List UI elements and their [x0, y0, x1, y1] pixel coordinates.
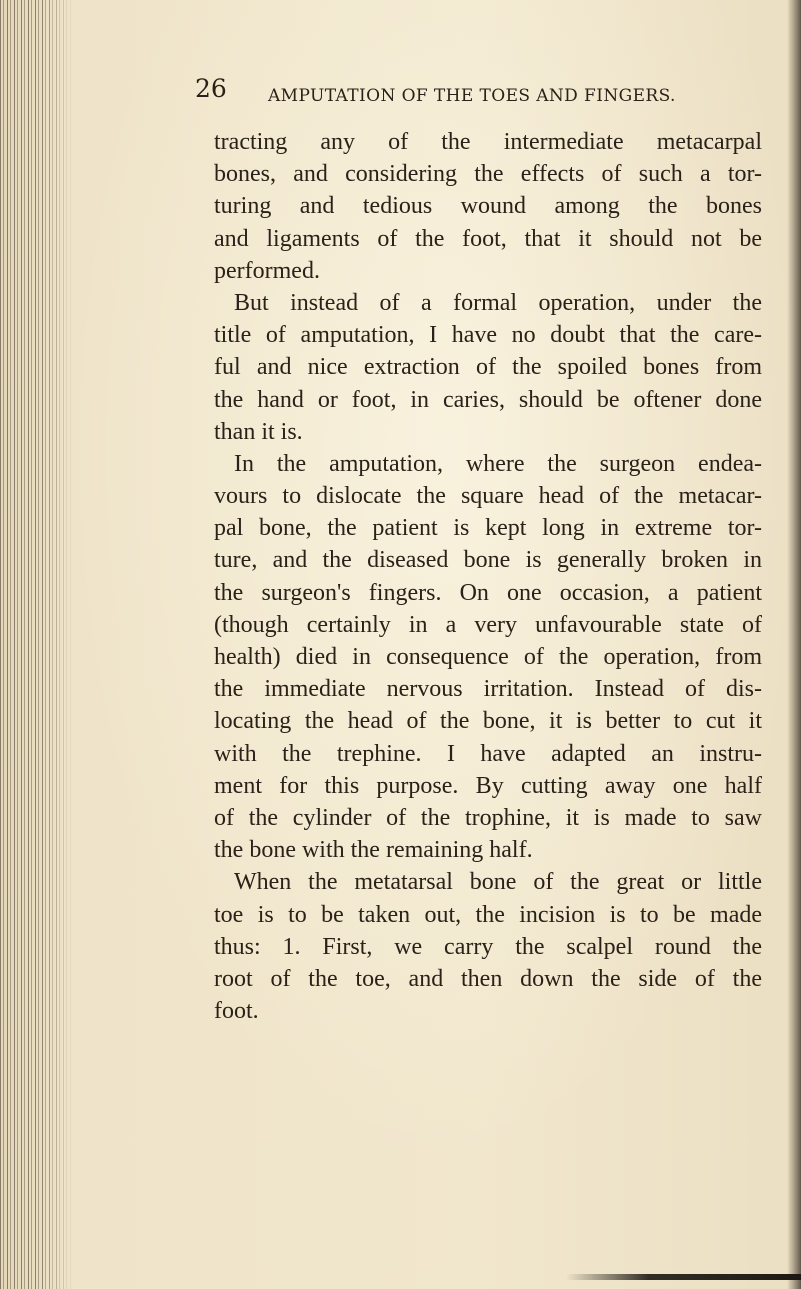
text-line: the surgeon's fingers. On one occasion, a patient [214, 579, 762, 606]
text-line: pal bone, the patient is kept long in extreme tor- [214, 515, 762, 542]
bottom-rule [566, 1274, 801, 1280]
text-line: turing and tedious wound among the bones [214, 193, 762, 220]
text-line: vours to dislocate the square head of the metacar- [214, 483, 762, 510]
text-line: ful and nice extraction of the spoiled bones from [214, 354, 762, 381]
text-line: health) died in consequence of the operation, from [214, 644, 762, 670]
text-line: When the metatarsal bone of the great or little [234, 869, 762, 896]
page-number: 26 [195, 74, 227, 103]
text-line: ture, and the diseased bone is generally broken in [214, 547, 762, 574]
text-line: and ligaments of the foot, that it should not be [214, 225, 762, 252]
text-line: thus: 1. First, we carry the scalpel round the [214, 933, 762, 960]
text-line: of the cylinder of the trophine, it is made to saw [214, 804, 762, 831]
text-line: root of the toe, and then down the side of the [214, 965, 762, 992]
text-line: bones, and considering the effects of such a tor- [214, 161, 762, 188]
text-line: the hand or foot, in caries, should be oftener done [214, 386, 762, 413]
page-header [195, 74, 735, 110]
text-line: tracting any of the intermediate metacarpal [214, 129, 762, 155]
text-line: foot. [214, 998, 259, 1025]
page-edge-shadow [787, 0, 801, 1289]
text-line: the immediate nervous irritation. Instead of dis- [214, 676, 762, 703]
text-line: than it is. [214, 418, 303, 445]
text-line: title of amputation, I have no doubt that the care- [214, 322, 762, 349]
text-line: In the amputation, where the surgeon endea- [234, 450, 762, 477]
book-binding-gutter [0, 0, 74, 1289]
text-line: ment for this purpose. By cutting away one half [214, 772, 762, 799]
text-line: toe is to be taken out, the incision is to be made [214, 901, 762, 928]
text-line: (though certainly in a very unfavourable state of [214, 611, 762, 638]
running-title: AMPUTATION OF THE TOES AND FINGERS. [268, 86, 676, 106]
text-line: locating the head of the bone, it is better to cut it [214, 708, 762, 735]
text-line: performed. [214, 257, 320, 284]
body-text [214, 126, 762, 1027]
text-line: But instead of a formal operation, under the [234, 289, 762, 316]
text-line: the bone with the remaining half. [214, 837, 533, 864]
text-line: with the trephine. I have adapted an instru- [214, 740, 762, 767]
